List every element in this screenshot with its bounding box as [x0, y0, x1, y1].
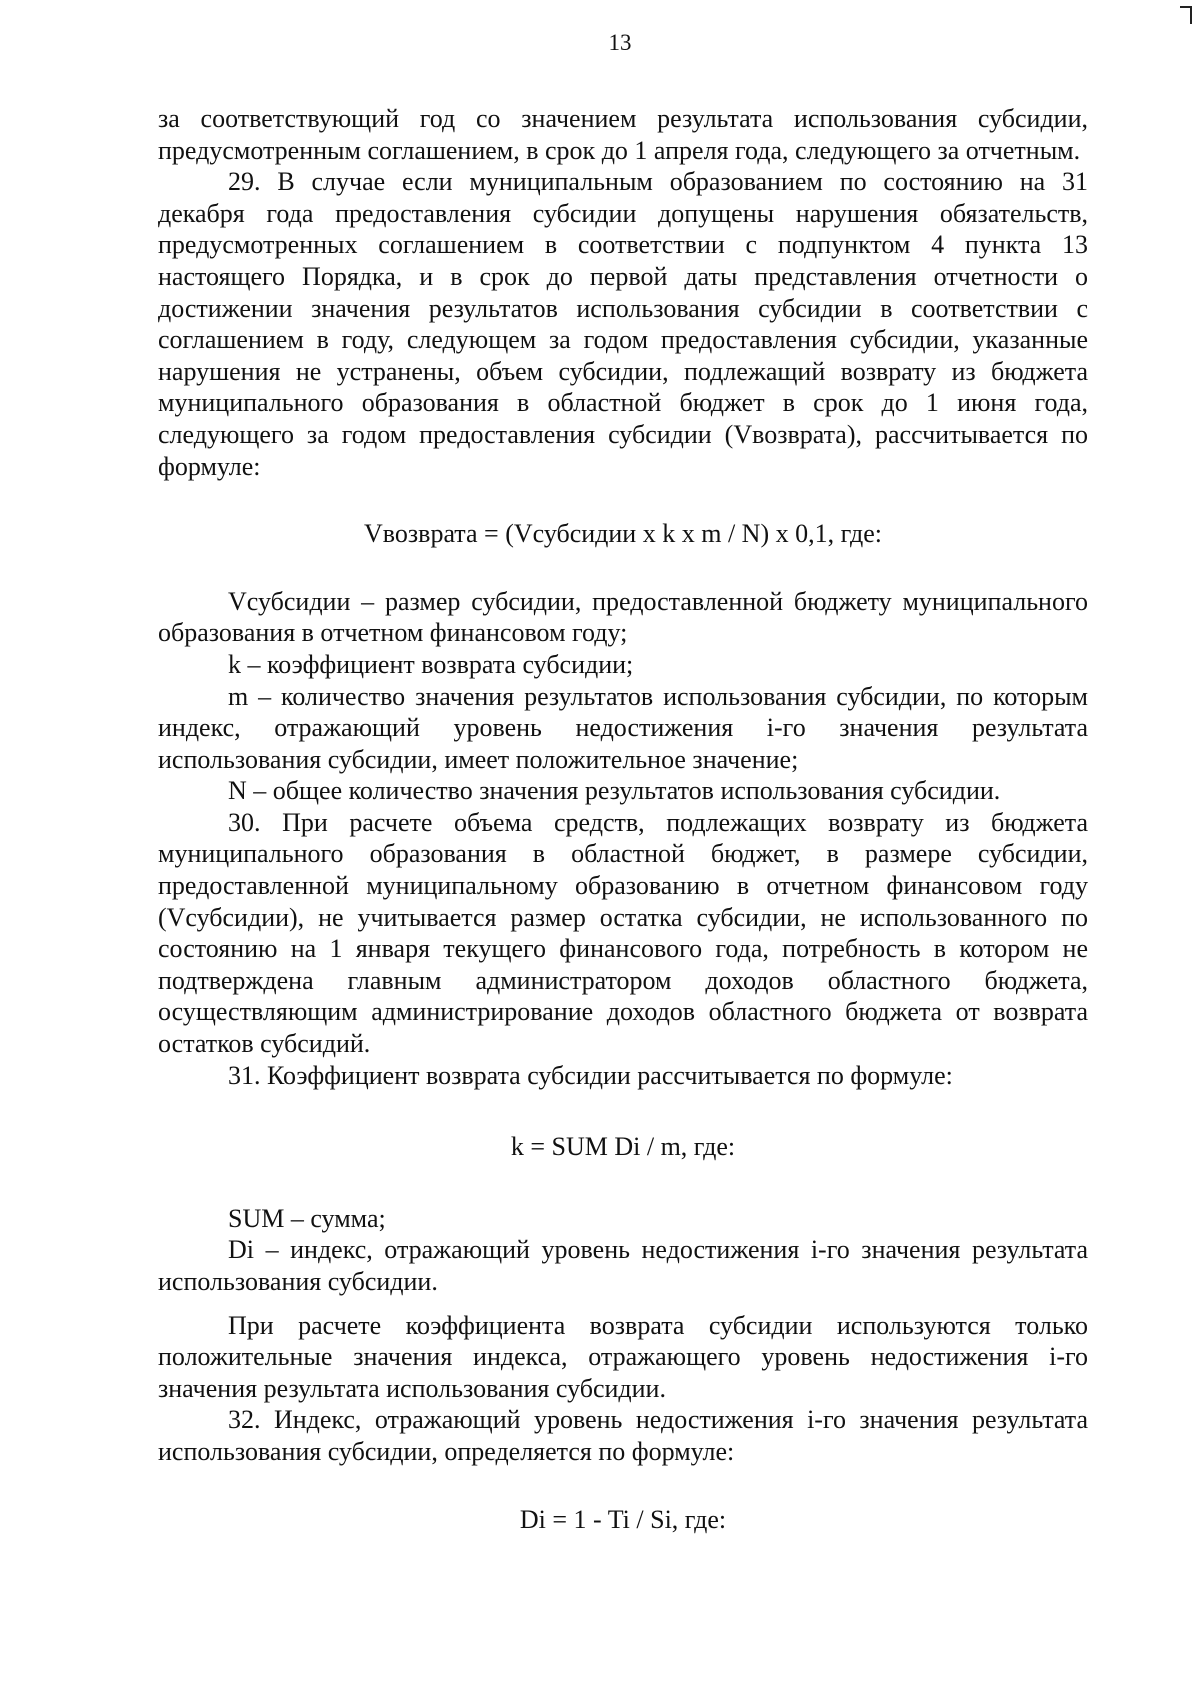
- paragraph-32: 32. Индекс, отражающий уровень недостижения i-го значения результата использования субсидии, определяется по формуле:: [158, 1405, 1088, 1466]
- document-body: [158, 103, 1088, 1535]
- definition-v-subsidy: Vсубсидии – размер субсидии, предоставленной бюджету муниципального образования в отчетном финансовом году;: [158, 586, 1088, 648]
- scan-corner-mark: [1180, 6, 1192, 24]
- definition-sum: SUM – сумма;: [228, 1203, 386, 1233]
- paragraph-29: 29. В случае если муниципальным образованием по состоянию на 31 декабря года предоставления субсидии допущены нарушения обязательств, предусмотренных соглашением в соответствии с подпунктом 4 пункта 13 настоящего Порядка, и в срок до первой даты представления отчетности о достижении значения результатов использования субсидии в соответствии с соглашением в году, следующем за годом предоставления субсидии, указанные нарушения не устранены, объем субсидии, подлежащий возврату из бюджета муниципального образования в областной бюджет в срок до 1 июня года, следующего за годом предоставления субсидии (Vвозврата), рассчитывается по формуле:: [158, 167, 1088, 481]
- paragraph-continuation: за соответствующий год со значением результата использования субсидии, предусмотренным соглашением, в срок до 1 апреля года, следующего за отчетным.: [158, 104, 1088, 165]
- definition-n: N – общее количество значения результатов использования субсидии.: [228, 776, 1001, 806]
- paragraph-30: 30. При расчете объема средств, подлежащих возврату из бюджета муниципального образования в областной бюджет, в размере субсидии, предоставленной муниципальному образованию в отчетном финансовом году (Vсубсидии), не учитывается размер остатка субсидии, не использованного по состоянию на 1 января текущего финансового года, потребность в котором не подтверждена главным администратором доходов областного бюджета, осуществляющим администрирование доходов областного бюджета от возврата остатков субсидий.: [158, 807, 1088, 1059]
- formula-di: Di = 1 - Ti / Si, где:: [519, 1504, 727, 1534]
- definition-di: Di – индекс, отражающий уровень недостижения i-го значения результата использования субсидии.: [158, 1235, 1088, 1296]
- paragraph-note: При расчете коэффициента возврата субсидии используются только положительные значения индекса, отражающего уровень недостижения i-го значения результата использования субсидии.: [158, 1310, 1088, 1403]
- formula-k: k = SUM Di / m, где:: [510, 1132, 736, 1162]
- definition-m: m – количество значения результатов использования субсидии, по которым индекс, отражающий уровень недостижения i-го значения результата использования субсидии, имеет положительное значение;: [158, 681, 1088, 774]
- definition-k: k – коэффициент возврата субсидии;: [228, 649, 634, 679]
- page-number: 13: [608, 30, 632, 55]
- paragraph-31: 31. Коэффициент возврата субсидии рассчитывается по формуле:: [228, 1060, 953, 1090]
- formula-v-return: Vвозврата = (Vсубсидии x k x m / N) x 0,1, где:: [364, 519, 882, 549]
